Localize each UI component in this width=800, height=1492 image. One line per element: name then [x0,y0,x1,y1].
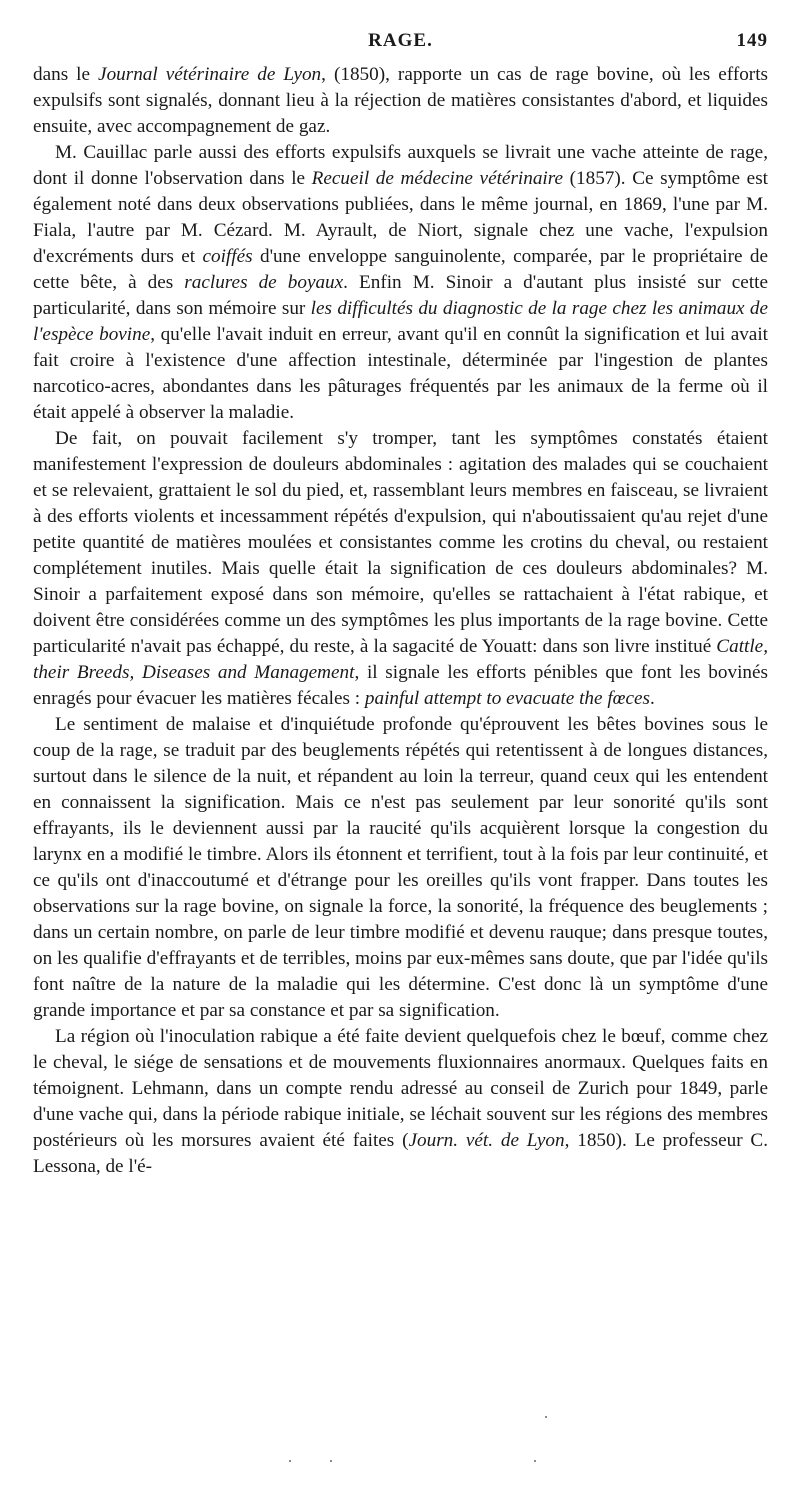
text-run: La région où l'inoculation rabique a été faite devient quelquefois chez le bœuf, comme chez le cheval, le siége de sensations et de mouvements fluxionnaires anormaux. Quelques faits en témoignent. Lehmann, dans un compte rendu adressé au conseil de Zurich pour 1849, parle d'une vache qui, dans la période rabique initiale, se léchait souvent sur les régions des membres postérieurs où les morsures avaient été faites ( [33,1026,768,1151]
body-text [33,62,768,1180]
text-run: Le sentiment de malaise et d'inquiétude profonde qu'éprouvent les bêtes bovines sous le coup de la rage, se traduit par des beuglements répétés qui retentissent à de longues distances, surtout dans le silence de la nuit, et répandent au loin la terreur, quand ceux qui les entendent en connaissent la signification. Mais ce n'est pas seulement par leur sonorité qu'ils sont effrayants, ils le deviennent aussi par la raucité qu'ils acquièrent lorsque la congestion du larynx en a modifié le timbre. Alors ils étonnent et terrifient, tout à la fois par leur continuité, et ce qu'ils ont d'inaccoutumé et d'étrange pour les oreilles qu'ils vont frapper. Dans toutes les observations sur la rage bovine, on signale la force, la sonorité, la fréquence des beuglements ; dans un certain nombre, on parle de leur timbre modifié et devenu rauque; dans presque toutes, on les qualifie d'effrayants et de terribles, moins par eux-mêmes sans doute, que par l'idée qu'ils font naître de la nature de la maladie qui les détermine. C'est donc là un symptôme d'une grande importance et par sa constance et par sa signification. [33,714,768,1021]
scan-speck [545,1416,547,1418]
italic-run: les difficultés du diagnostic de la rage chez les animaux de l'espèce bovine [33,298,768,345]
text-run: , (1850), rapporte un cas de rage bovine, où les efforts expulsifs sont signalés, donnant lieu à la réjection de matières consistantes d'abord, et liquides ensuite, avec accompagnement de gaz. [33,64,768,137]
scan-speck [534,1460,536,1462]
text-run: De fait, on pouvait facilement s'y tromper, tant les symptômes constatés étaient manifestement l'expression de douleurs abdominales : agitation des malades qui se couchaient et se relevaient, grattaient le sol du pied, et, rassemblant leurs membres en faisceau, se livraient à des efforts violents et incessamment répétés d'expulsion, qui n'aboutissaient qu'au rejet d'une petite quantité de matières moulées et consistantes comme les crotins du cheval, ou restaient complétement inutiles. Mais quelle était la signification de ces douleurs abdominales? M. Sinoir a parfaitement exposé dans son mémoire, qu'elles se rattachaient à l'état rabique, et doivent être considérées comme un des symptômes les plus importants de la rage bovine. Cette particularité n'avait pas échappé, du reste, à la sagacité de Youatt: dans son livre institué [33,428,768,657]
paragraph [33,62,768,140]
italic-run: Journ. vét. de Lyon [408,1130,565,1151]
text-run: . [649,688,655,709]
italic-run: Cattle, their Breeds, Diseases and Management [33,636,768,683]
text-run: , il signale les efforts pénibles que font les bovinés enragés pour évacuer les matières fécales : [33,662,768,709]
text-run: dans le [33,64,99,85]
document-page [33,30,768,1180]
paragraph [33,426,768,712]
page-number: 149 [736,30,768,51]
text-run: (1857). Ce symptôme est également noté dans deux observations publiées, dans le même journal, en 1869, l'une par M. Fiala, l'autre par M. Cézard. M. Ayrault, de Niort, signale chez une vache, l'expulsion d'excréments durs et [33,168,768,267]
paragraph [33,712,768,1024]
paragraph [33,140,768,426]
scan-speck [289,1460,291,1462]
italic-run: Journal vétérinaire de Lyon [98,64,322,85]
text-run: , 1850). Le professeur C. Lessona, de l'é- [33,1130,769,1177]
italic-run: Recueil de médecine vétérinaire [311,168,564,189]
italic-run: raclures de boyaux [184,272,344,293]
text-run: , qu'elle l'avait induit en erreur, avant qu'il en connût la signification et lui avait fait croire à l'existence d'une affection intestinale, déterminée par l'ingestion de plantes narcotico-acres, abondantes dans les pâturages fréquentés par les animaux de la ferme où il était appelé à observer la maladie. [33,324,768,423]
scan-speck [330,1460,332,1462]
running-header [33,30,768,56]
italic-run: coiffés [202,246,253,267]
text-run: M. Cauillac parle aussi des efforts expulsifs auxquels se livrait une vache atteinte de rage, dont il donne l'observation dans le [33,142,768,189]
running-title: RAGE. [368,30,433,51]
text-run: d'une enveloppe sanguinolente, comparée, par le propriétaire de cette bête, à des [33,246,768,293]
paragraph [33,1024,768,1180]
text-run: . Enfin M. Sinoir a d'autant plus insisté sur cette particularité, dans son mémoire sur [33,272,769,319]
italic-run: painful attempt to evacuate the fœces [364,688,650,709]
